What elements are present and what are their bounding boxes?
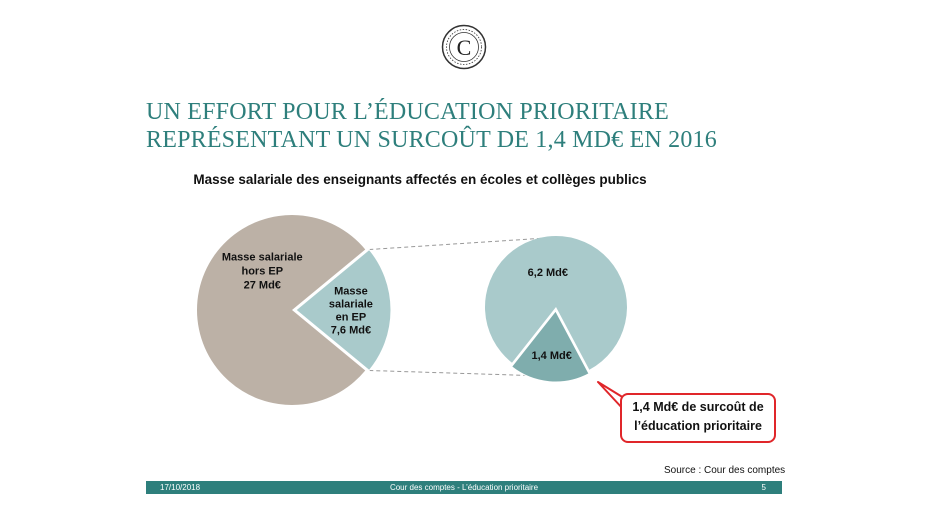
page-number: 5 bbox=[761, 483, 766, 492]
label-6-2: 6,2 Md€ bbox=[527, 267, 569, 280]
footer-caption: Cour des comptes - L’éducation prioritaire bbox=[389, 483, 539, 492]
label-en-ep: Masse salariale en EP 7,6 Md€ bbox=[328, 285, 373, 337]
callout-text bbox=[620, 398, 776, 436]
source-note: Source : Cour des comptes bbox=[664, 465, 786, 476]
callout-line-1: 1,4 Md€ de surcoût de bbox=[632, 400, 764, 414]
chart-title: Masse salariale des enseignants affectés en écoles et collèges publics bbox=[193, 172, 647, 187]
title-line-1: UN EFFORT POUR L’ÉDUCATION PRIORITAIRE bbox=[146, 99, 669, 125]
logo-letter: C bbox=[456, 35, 472, 60]
footer-date: 17/10/2018 bbox=[160, 483, 201, 492]
title-line-2: REPRÉSENTANT UN SURCOÛT DE 1,4 MD€ EN 2016 bbox=[146, 127, 717, 153]
callout-line-2: l’éducation prioritaire bbox=[634, 419, 762, 433]
footer-bar bbox=[146, 481, 782, 494]
label-hors-ep: Masse salariale hors EP 27 Md€ bbox=[221, 251, 303, 292]
label-1-4: 1,4 Md€ bbox=[531, 349, 572, 362]
